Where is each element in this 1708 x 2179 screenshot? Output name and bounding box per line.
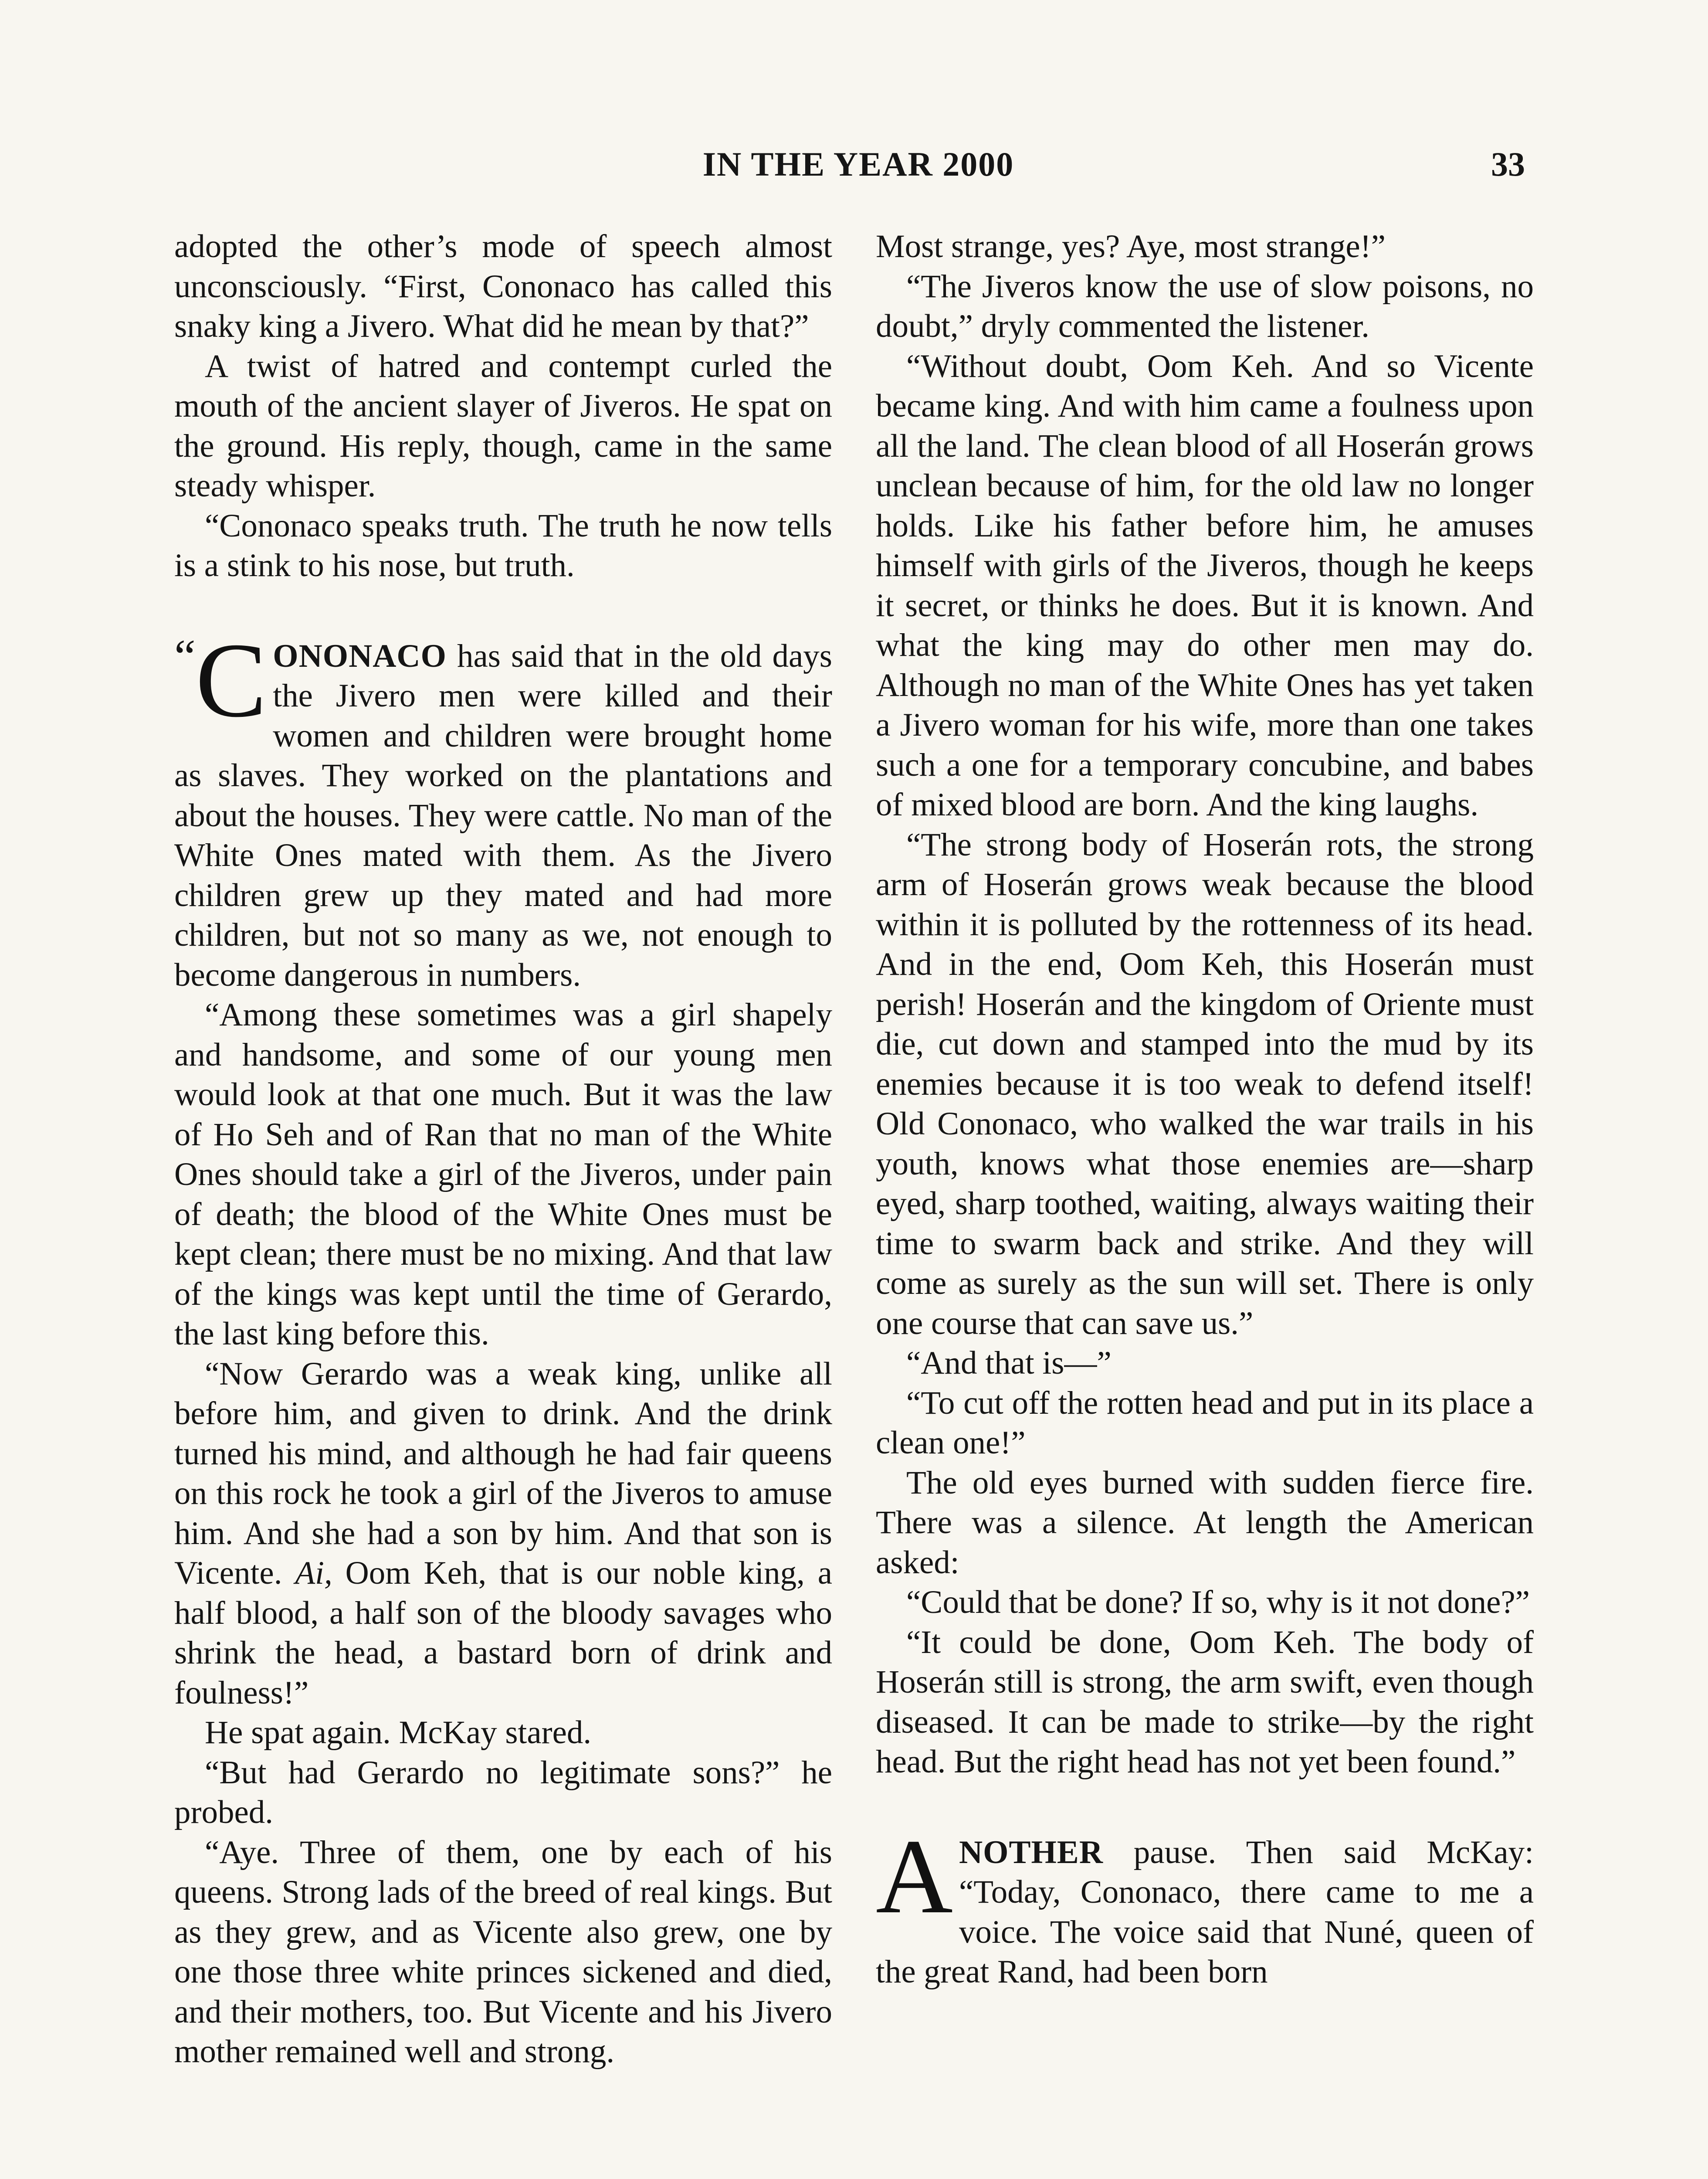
paragraph-text: has said that in the old days the Jivero men were killed and their women and children were brought home as slaves. They worked on the plantations and about the houses. They were cattle. No man of the White Ones mated with them. As the Jivero children grew up they mated and had more children, but not so many as we, not enough to become dangerous in numbers.: [174, 638, 832, 993]
paragraph: “Among these sometimes was a girl shapely and handsome, and some of our young men would look at that one much. But it was the law of Ho Seh and of Ran that no man of the White Ones should take a girl of the Jiveros, under pain of death; the blood of the White Ones must be kept clean; there must be no mixing. And that law of the kings was kept until the time of Gerardo, the last king before this.: [174, 997, 832, 1352]
paragraph: “The strong body of Hoserán rots, the strong arm of Hoserán grows weak because the blood within it is polluted by the rottenness of its head. And in the end, Oom Keh, this Hoserán must perish! Hoserán and the kingdom of Oriente must die, cut down and stamped into the mud by its enemies because it is too weak to defend itself! Old Cononaco, who walked the war trails in his youth, knows what those enemies are—sharp eyed, sharp toothed, waiting, always waiting their time to swarm back and strike. And they will come as surely as the sun will set. There is only one course that can save us.”: [876, 826, 1534, 1341]
small-caps-lead: NOTHER: [959, 1834, 1103, 1870]
section-opening-paragraph: [174, 621, 832, 995]
paragraph: “Could that be done? If so, why is it not done?”: [906, 1584, 1530, 1620]
paragraph: “It could be done, Oom Keh. The body of Hoserán still is strong, the arm swift, even though diseased. It can be made to strike—by the right head. But the right head has not yet been found.”: [876, 1624, 1534, 1780]
right-column: [876, 227, 1534, 1992]
paragraph: “Without doubt, Oom Keh. And so Vicente became king. And with him came a foulness upon all the land. The clean blood of all Hoserán grows unclean because of him, for the old law no longer holds. Like his father before him, he amuses himself with girls of the Jiveros, though he keeps it secret, or thinks he does. But it is known. And what the king may do other men may do. Although no man of the White Ones has yet taken a Jivero woman for his wife, more than one takes such a one for a temporary concubine, and babes of mixed blood are born. And the king laughs.: [876, 348, 1534, 823]
paragraph: Most strange, yes? Aye, most strange!”: [876, 228, 1386, 265]
paragraph: “The Jiveros know the use of slow poisons, no doubt,” dryly commented the listener.: [876, 268, 1534, 344]
paragraph-text: pause. Then said McKay: “Today, Cononaco, there came to me a voice. The voice said that Nuné, queen of the great Rand, had been born: [876, 1834, 1534, 1990]
paragraph: “Cononaco speaks truth. The truth he now tells is a stink to his nose, but truth.: [174, 507, 832, 584]
italic-word: Ai,: [295, 1555, 332, 1591]
page-number: 33: [1491, 145, 1525, 183]
paragraph-text: Oom Keh, that is our noble king, a half blood, a half son of the bloody savages who shrink the head, a bastard born of drink and foulness!”: [174, 1555, 832, 1711]
running-title: IN THE YEAR 2000: [702, 145, 1014, 183]
left-column: [174, 227, 832, 2072]
paragraph-text: “Now Gerardo was a weak king, unlike all before him, and given to drink. And the drink turned his mind, and although he had fair queens on this rock he took a girl of the Jiveros to amuse him. And she had a son by him. And that son is Vicente.: [174, 1355, 832, 1591]
paragraph: A twist of hatred and contempt curled the mouth of the ancient slayer of Jiveros. He spat on the ground. His reply, though, came in the same steady whisper.: [174, 348, 832, 504]
drop-cap: C: [195, 621, 267, 739]
paragraph: “But had Gerardo no legitimate sons?” he probed.: [174, 1754, 832, 1830]
paragraph: The old eyes burned with sudden fierce fire. There was a silence. At length the American asked:: [876, 1464, 1534, 1581]
opening-quote: “: [174, 629, 196, 683]
paragraph: “And that is—”: [906, 1345, 1112, 1381]
running-head: [0, 139, 1708, 191]
section-opening-paragraph: [876, 1817, 1534, 1992]
paragraph: adopted the other’s mode of speech almost unconsciously. “First, Cononaco has called this snaky king a Jivero. What did he mean by that?”: [174, 228, 832, 344]
drop-cap: A: [876, 1817, 953, 1935]
paragraph: He spat again. McKay stared.: [205, 1714, 592, 1751]
paragraph: “To cut off the rotten head and put in its place a clean one!”: [876, 1385, 1534, 1461]
paragraph: [174, 1354, 832, 1713]
paragraph: “Aye. Three of them, one by each of his queens. Strong lads of the breed of real kings. But as they grew, and as Vicente also grew, one by one those three white princes sickened and died, and their mothers, too. But Vicente and his Jivero mother remained well and strong.: [174, 1834, 832, 2070]
small-caps-lead: ONONACO: [273, 638, 447, 674]
